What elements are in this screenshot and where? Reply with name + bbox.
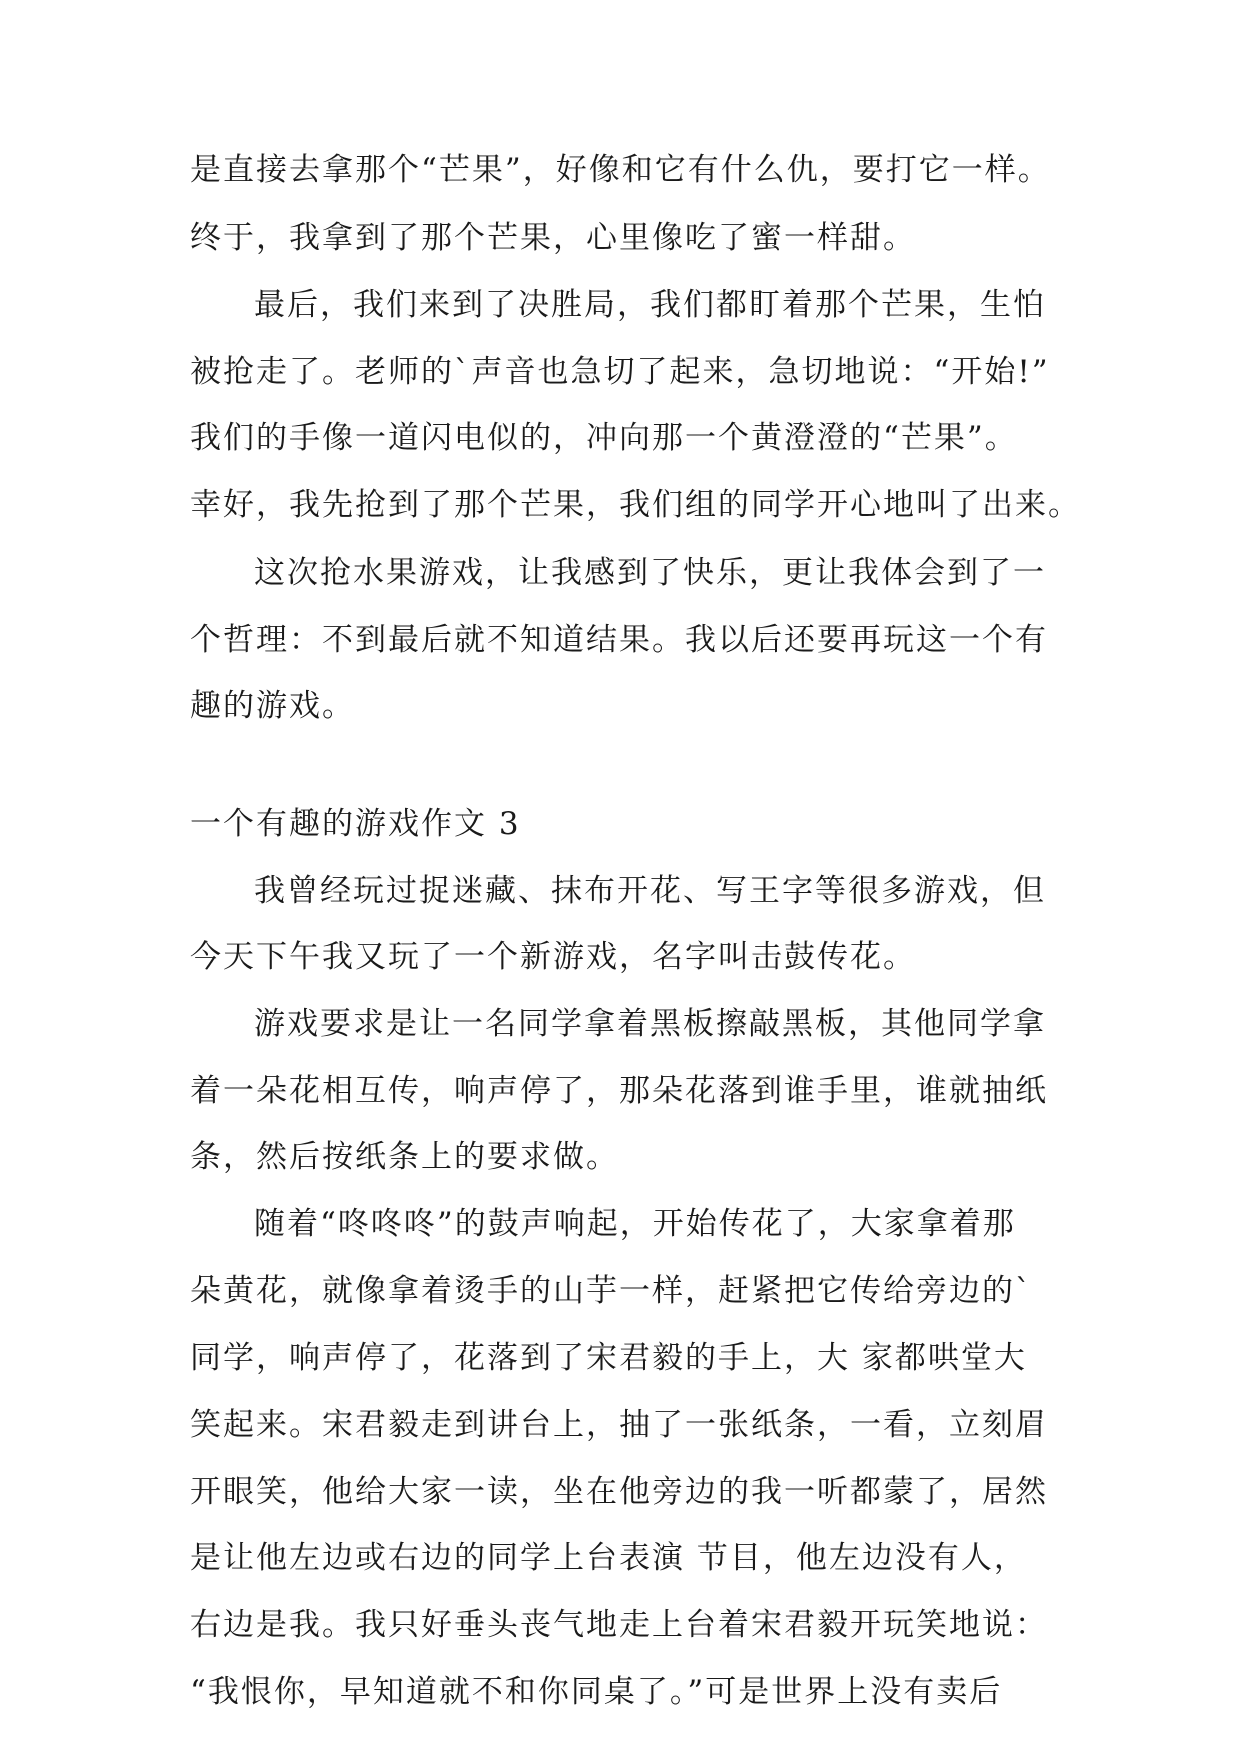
text-line: 朵黄花，就像拿着烫手的山芋一样，赶紧把它传给旁边的` <box>190 1273 1033 1309</box>
text-line: “我恨你，早知道就不和你同桌了。”可是世界上没有卖后 <box>190 1674 1003 1710</box>
text-line: 笑起来。宋君毅走到讲台上，抽了一张纸条，一看，立刻眉 <box>190 1407 1048 1443</box>
paragraph-start-line: 我曾经玩过捉迷藏、抹布开花、写王字等很多游戏，但 <box>254 873 1046 909</box>
text-line: 我们的手像一道闪电似的，冲向那一个黄澄澄的“芒果”。 <box>190 420 1018 456</box>
text-line: 被抢走了。老师的`声音也急切了起来，急切地说：“开始!” <box>190 354 1050 390</box>
text-line: 右边是我。我只好垂头丧气地走上台着宋君毅开玩笑地说： <box>190 1607 1048 1643</box>
paragraph-start-line: 游戏要求是让一名同学拿着黑板擦敲黑板，其他同学拿 <box>254 1006 1046 1042</box>
text-line: 同学，响声停了，花落到了宋君毅的手上，大 家都哄堂大 <box>190 1340 1027 1376</box>
paragraph-start-line: 随着“咚咚咚”的鼓声响起，开始传花了，大家拿着那 <box>254 1206 1016 1242</box>
text-line: 趣的游戏。 <box>190 688 355 724</box>
section-heading: 一个有趣的游戏作文 3 <box>190 806 521 842</box>
text-line: 条，然后按纸条上的要求做。 <box>190 1139 619 1175</box>
text-line: 是直接去拿那个“芒果”，好像和它有什么仇，要打它一样。 <box>190 152 1051 188</box>
text-line: 今天下午我又玩了一个新游戏，名字叫击鼓传花。 <box>190 939 916 975</box>
text-line: 终于，我拿到了那个芒果，心里像吃了蜜一样甜。 <box>190 220 916 256</box>
text-line: 个哲理：不到最后就不知道结果。我以后还要再玩这一个有 <box>190 622 1048 658</box>
text-line: 着一朵花相互传，响声停了，那朵花落到谁手里，谁就抽纸 <box>190 1073 1048 1109</box>
text-line: 幸好，我先抢到了那个芒果，我们组的同学开心地叫了出来。 <box>190 487 1081 523</box>
paragraph-start-line: 这次抢水果游戏，让我感到了快乐，更让我体会到了一 <box>254 555 1046 591</box>
text-line: 开眼笑，他给大家一读，坐在他旁边的我一听都蒙了，居然 <box>190 1474 1048 1510</box>
text-line: 是让他左边或右边的同学上台表演 节目，他左边没有人， <box>190 1540 1027 1576</box>
paragraph-start-line: 最后，我们来到了决胜局，我们都盯着那个芒果，生怕 <box>254 287 1046 323</box>
